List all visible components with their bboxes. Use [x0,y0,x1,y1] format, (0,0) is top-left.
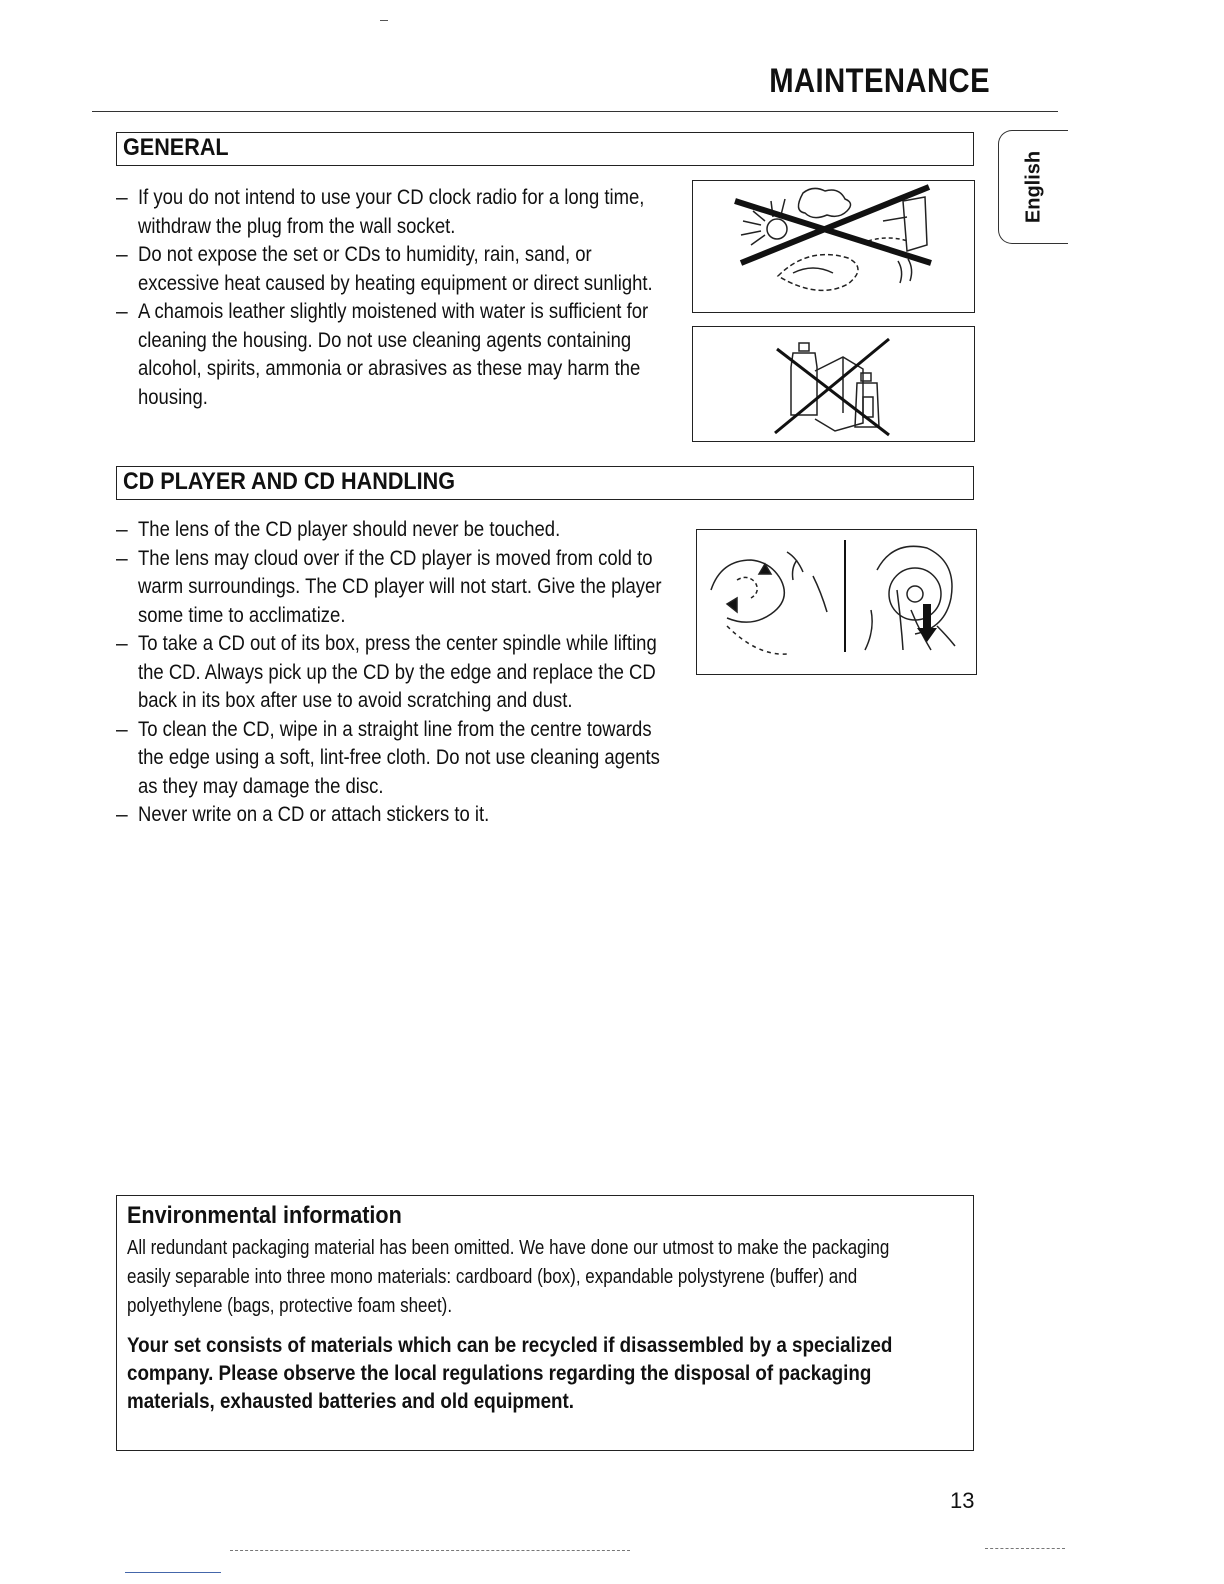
list-item: – Never write on a CD or attach stickers to it. [116,801,676,830]
environmental-info-title: Environmental information [127,1202,402,1229]
list-item: – The lens of the CD player should never be touched. [116,516,676,545]
no-heat-illustration [692,180,975,313]
page-number: 13 [950,1488,975,1513]
list-item: – A chamois leather slightly moistened with water is sufficient for cleaning the housing. Do not use cleaning agents containing alcohol, spirits, ammonia or abrasives as these may harm the housing. [116,298,676,412]
header-rule [92,111,1058,112]
cleaning-bottles-icon [693,327,973,441]
recycling-notice: Your set consists of materials which can be recycled if disassembled by a specialized company. Please observe the local regulations regarding the disposal of packaging materials, exhausted batteries and old equipment. [127,1334,893,1413]
general-list [116,184,676,412]
scan-mark [230,1550,630,1551]
scan-mark [985,1548,1065,1549]
no-cleaning-agents-illustration [692,326,975,442]
cd-handling-illustration [696,529,977,675]
environmental-info-box [116,1195,974,1451]
scan-mark [125,1572,221,1573]
page-title: MAINTENANCE [769,62,990,100]
environmental-info-text: All redundant packaging material has been omitted. We have done our utmost to make the packaging easily separable into three mono materials: cardboard (box), expandable polystyrene (buffer) and polyethylene (bags, protective foam sheet). [127,1237,890,1317]
cd-handling-list [116,516,676,830]
general-heading: GENERAL [123,134,229,161]
language-tab-label: English [1022,150,1044,224]
cd-handling-heading: CD PLAYER AND CD HANDLING [123,468,456,495]
list-item: – Do not expose the set or CDs to humidity, rain, sand, or excessive heat caused by heating equipment or direct sunlight. [116,241,676,298]
list-item: – To take a CD out of its box, press the center spindle while lifting the CD. Always pick up the CD by the edge and replace the CD back in its box after use to avoid scratching and dust. [116,630,676,716]
list-item: – To clean the CD, wipe in a straight line from the centre towards the edge using a soft, lint-free cloth. Do not use cleaning agents as they may damage the disc. [116,716,676,802]
list-item: – The lens may cloud over if the CD player is moved from cold to warm surroundings. The CD player will not start. Give the player some time to acclimatize. [116,545,676,631]
language-tab [998,130,1068,244]
scan-mark [380,20,388,21]
cd-hand-icon [697,530,975,674]
no-heat-sun-icon [693,181,973,311]
list-item: – If you do not intend to use your CD clock radio for a long time, withdraw the plug from the wall socket. [116,184,676,241]
cd-handling-section-header [116,466,974,500]
general-section-header [116,132,974,166]
